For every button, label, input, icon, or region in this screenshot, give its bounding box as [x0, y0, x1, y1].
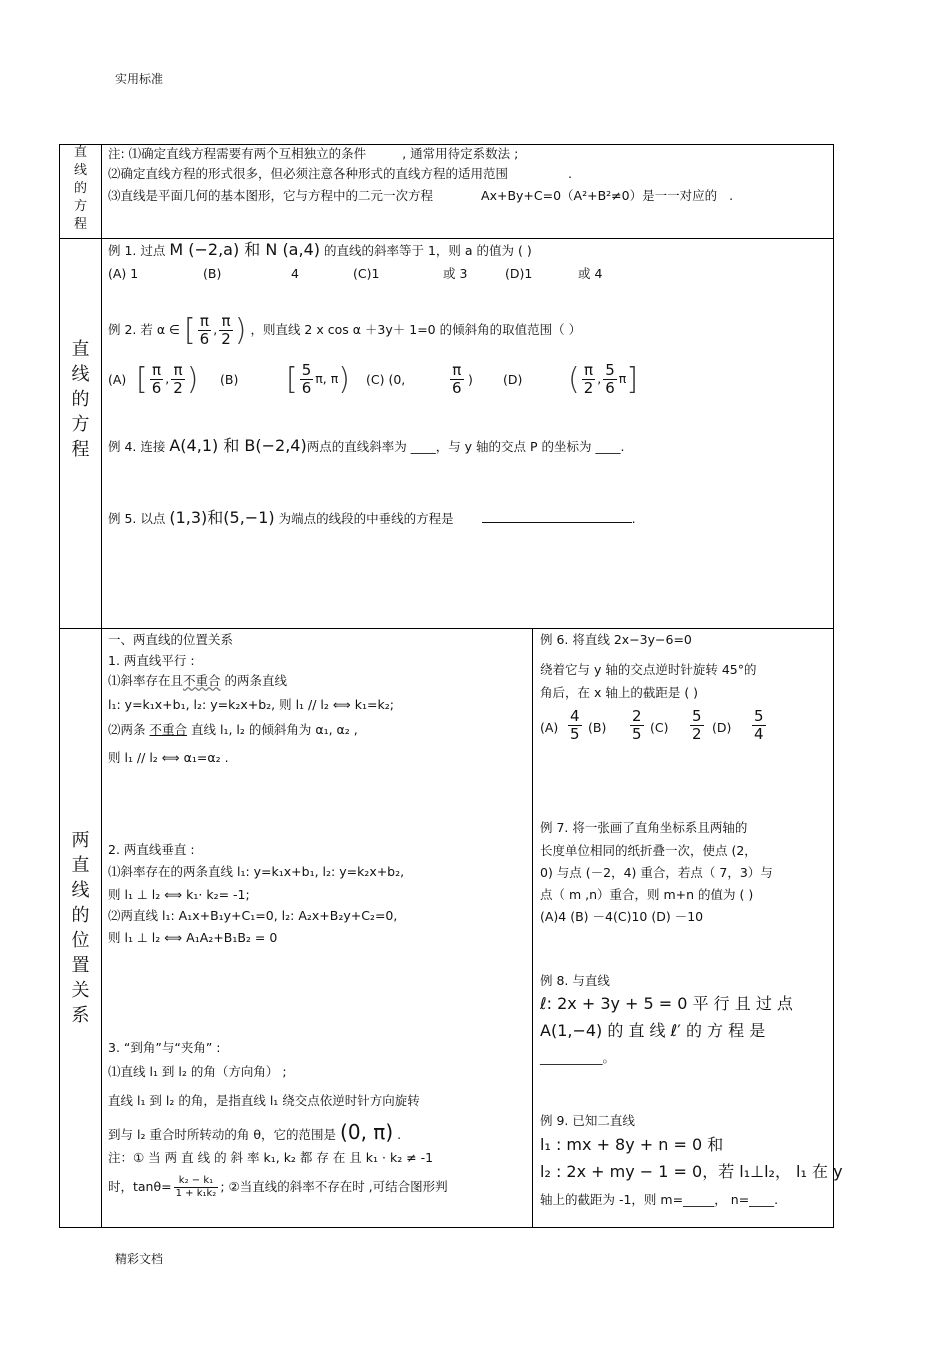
table-inner-column-divider [532, 628, 533, 1228]
parallel-rule-2-conclusion: 则 l₁ // l₂ ⟺ α₁=α₂ . [108, 750, 229, 765]
angle-rule-definition: 直线 l₁ 到 l₂ 的角，是指直线 l₁ 绕交点依逆时针方向旋转 [108, 1093, 420, 1108]
example-2-option-d: (D) [503, 372, 523, 387]
example-7-line-3: 0) 与点 (－2，4) 重合，若点（ 7，3）与 [540, 865, 773, 880]
table-border-right [833, 144, 834, 1228]
page-header: 实用标准 [115, 72, 164, 86]
parallel-rule-1-formula: l₁: y=k₁x+b₁, l₂: y=k₂x+b₂, 则 l₁ // l₂ ⟺ k₁=k₂; [108, 697, 394, 712]
example-1-option-c: (C)1 [353, 266, 380, 281]
table-border-bottom [59, 1227, 834, 1228]
note-3: ⑶直线是平面几何的基本图形，它与方程中的二元一次方程 Ax+By+C=0（A²+B²≠0）是一一对应的 . [108, 188, 734, 203]
section-title: 一、两直线的位置关系 [108, 632, 234, 647]
example-7-line-1: 例 7. 将一张画了直角坐标系且两轴的 [540, 820, 748, 835]
example-9-line-2: l₁ : mx + 8y + n = 0 和 [540, 1135, 724, 1154]
example-7-line-2: 长度单位相同的纸折叠一次，使点 (2， [540, 843, 757, 858]
example-6-line-3: 角后，在 x 轴上的截距是 ( ) [540, 685, 699, 700]
example-8-line-2: ℓ: 2x + 3y + 5 = 0 平 行 且 过 点 [540, 994, 793, 1013]
angle-note-2: 时，tanθ= $\frac{\text{k₂ − k₁}}{\text{1 + k₁k₂}}$ ; ②当直线的斜率不存在时 ,可结合图形判 [108, 1175, 448, 1199]
example-8-line-1: 例 8. 与直线 [540, 973, 610, 988]
parallel-heading: 1. 两直线平行 : [108, 653, 195, 668]
example-1-option-b: (B) [203, 266, 222, 281]
perpendicular-heading: 2. 两直线垂直 : [108, 842, 195, 857]
example-2-option-c: (C) (0, [366, 372, 406, 387]
example-6-line-2: 绕着它与 y 轴的交点逆时针旋转 45°的 [540, 662, 757, 677]
example-2-option-b: (B) [220, 372, 239, 387]
example-5-question: 例 5. 以点 (1,3)和(5,−1) 为端点的线段的中垂线的方程是 . [108, 508, 636, 527]
table-border-left [59, 144, 60, 1228]
note-1: 注: ⑴确定直线方程需要有两个互相独立的条件 , 通常用待定系数法 ; [108, 146, 519, 161]
row-label-line-position: 两 直 线 的 位 置 关 系 [71, 830, 90, 1026]
angle-heading: 3. “到角”与“夹角” : [108, 1040, 221, 1055]
example-2-option-a: (A) [108, 372, 127, 387]
example-9-line-1: 例 9. 已知二直线 [540, 1113, 635, 1128]
row-label-line-equation-small: 直 线 的 方 程 [73, 145, 87, 232]
example-9-line-3: l₂ : 2x + my − 1 = 0，若 l₁⊥l₂， l₁ 在 y [540, 1162, 843, 1181]
example-6-options: (A) $\frac{4}{5}$ (B) $\frac{2}{5}$ (C) $\frac{5}{2}$ (D) $\frac{5}{4}$ [540, 707, 764, 743]
angle-note-1: 注：① 当 两 直 线 的 斜 率 k₁, k₂ 都 存 在 且 k₁ · k₂ ≠ -1 [108, 1150, 434, 1165]
row-label-line-equation: 直 线 的 方 程 [71, 339, 90, 460]
example-8-answer-blank[interactable]: __________。 [540, 1050, 616, 1065]
page-footer: 精彩文档 [115, 1252, 164, 1266]
example-1-option-d: (D)1 [505, 266, 533, 281]
parallel-rule-1: ⑴斜率存在且不重合 的两条直线 [108, 673, 288, 688]
table-column-divider [101, 144, 102, 1228]
example-4-question: 例 4. 连接 A(4,1) 和 B(−2,4)两点的直线斜率为 ____，与 y 轴的交点 P 的坐标为 ____. [108, 436, 625, 455]
table-row-divider-2 [59, 628, 834, 629]
angle-rule-range: 到与 l₂ 重合时所转动的角 θ，它的范围是 (0, π) . [108, 1120, 402, 1144]
example-2-question: 例 2. 若 α ∈ [ $\frac{\pi}{6}$ , $\frac{\pi}{2}$ ) ，则直线 2 x cos α ＋3y＋ 1=0 的倾斜角的取值范围（ ） [108, 312, 582, 348]
example-9-line-4: 轴上的截距为 -1，则 m=_____， n=____. [540, 1192, 779, 1207]
perpendicular-rule-2: ⑵两直线 l₁: A₁x+B₁y+C₁=0, l₂: A₂x+B₂y+C₂=0, [108, 908, 398, 923]
example-7-line-4: 点（ m ,n）重合，则 m+n 的值为 ( ) [540, 887, 754, 902]
perpendicular-rule-1: ⑴斜率存在的两条直线 l₁: y=k₁x+b₁, l₂: y=k₂x+b₂, [108, 864, 405, 879]
example-7-options: (A)4 (B) －4(C)10 (D) －10 [540, 909, 704, 924]
example-5-answer-blank[interactable] [482, 522, 632, 523]
example-1-option-a: (A) 1 [108, 266, 139, 281]
note-2: ⑵确定直线方程的形式很多，但必须注意各种形式的直线方程的适用范围 . [108, 166, 572, 181]
perpendicular-rule-2-conclusion: 则 l₁ ⊥ l₂ ⟺ A₁A₂+B₁B₂ = 0 [108, 930, 278, 945]
example-2-options: (A) [ $\frac{\pi}{6}$ , $\frac{\pi}{2}$ ) (B) [ $\frac{5}{6}$ π, π) (C) (0, $\frac{\pi}{6}$ ) (D) ( $\frac{\pi}{2}$ , $\frac{5}{6}$ π] [108, 361, 639, 397]
perpendicular-rule-1-conclusion: 则 l₁ ⊥ l₂ ⟺ k₁· k₂= -1; [108, 887, 250, 902]
example-6-line-1: 例 6. 将直线 2x−3y−6=0 [540, 632, 692, 647]
table-row-divider-1 [59, 238, 834, 239]
angle-rule-1: ⑴直线 l₁ 到 l₂ 的角（方向角） ; [108, 1064, 287, 1079]
parallel-rule-2: ⑵两条 不重合 直线 l₁, l₂ 的倾斜角为 α₁, α₂ , [108, 722, 358, 737]
example-1-question: 例 1. 过点 M (−2,a) 和 N (a,4) 的直线的斜率等于 1，则 a 的值为 ( ) [108, 240, 532, 259]
example-8-line-3: A(1,−4) 的 直 线 ℓ′ 的 方 程 是 [540, 1021, 766, 1040]
table-border-top [59, 144, 834, 145]
